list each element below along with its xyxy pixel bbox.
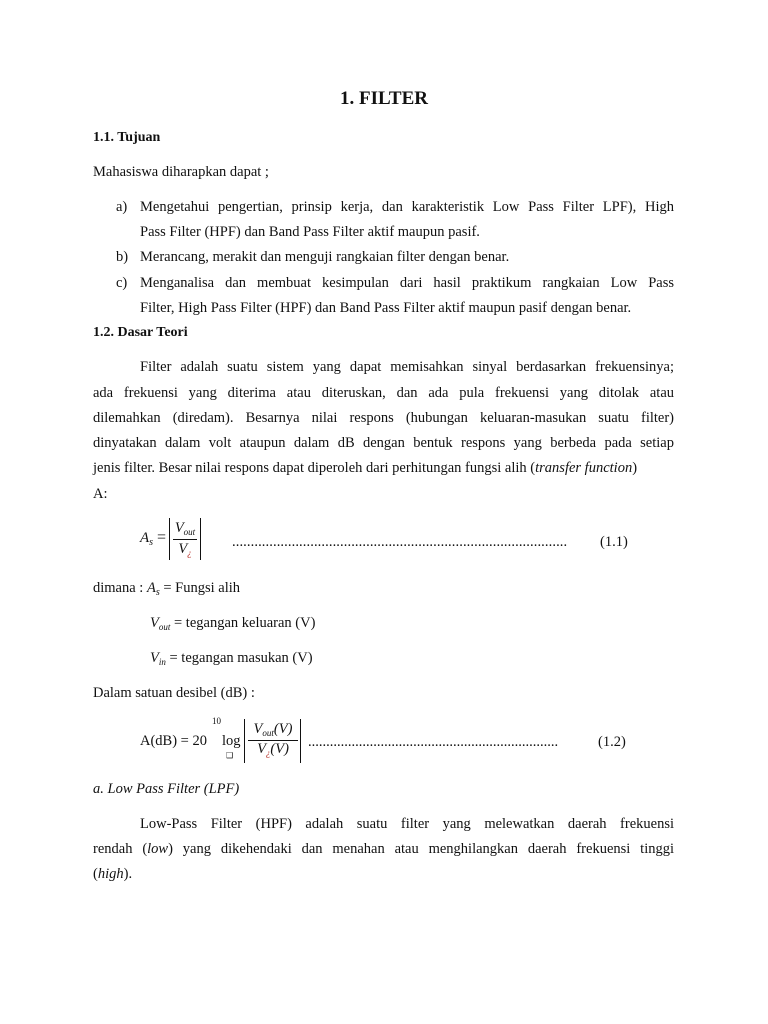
paragraph-line-1: Filter adalah suatu sistem yang dapat memisahkan sinyal berdasarkan frekuensinya;	[140, 359, 674, 375]
lpf-line-2: rendah (low) yang dikehendaki dan menahan atau menghilangkan daerah frekuensi tinggi	[93, 841, 675, 857]
lpf-line-3: (high).	[93, 866, 133, 882]
paragraph-line-6: A:	[93, 486, 108, 502]
where-line-as: dimana : $A_s$ = Fungsi alih	[93, 580, 241, 598]
section-heading-tujuan: 1.1. Tujuan	[93, 130, 161, 145]
eq1-denominator: $V_¿$	[178, 541, 192, 558]
eq2-log-base: 10	[212, 716, 221, 726]
list-item-c-line1: Menganalisa dan membuat kesimpulan dari hasil praktikum rangkaian Low Pass	[140, 275, 674, 291]
eq1-lhs: $A_s$	[140, 530, 154, 548]
where-line-vout: $V_{out}$ = tegangan keluaran (V)	[150, 615, 316, 632]
paragraph-line-5: jenis filter. Besar nilai respons dapat diperoleh dari perhitungan fungsi alih (transfer function)	[93, 460, 638, 476]
list-marker-b: b)	[116, 249, 129, 265]
lpf-line-1: Low-Pass Filter (HPF) adalah suatu filter yang melewatkan daerah frekuensi	[140, 816, 674, 832]
list-marker-c: c)	[116, 275, 128, 291]
section-heading-dasar-teori: 1.2. Dasar Teori	[93, 325, 188, 340]
eq2-lhs: A(dB) = 20	[140, 733, 207, 749]
db-intro: Dalam satuan desibel (dB) :	[93, 685, 255, 701]
eq2-log: log	[222, 733, 241, 749]
where-line-vin: $V_{in}$ = tegangan masukan (V)	[150, 650, 313, 667]
page-title: 1. FILTER	[340, 88, 428, 109]
eq1-number: (1.1)	[600, 534, 628, 550]
eq2-log-placeholder: ❑	[226, 751, 234, 760]
paragraph-line-4: dinyatakan dalam volt ataupun dalam dB dengan bentuk respons yang berbeda pada setiap	[93, 435, 674, 451]
tujuan-intro: Mahasiswa diharapkan dapat ;	[93, 164, 269, 180]
list-item-c-line2: Filter, High Pass Filter (HPF) dan Band Pass Filter aktif maupun pasif dengan benar.	[140, 300, 632, 316]
equation-1-2	[140, 716, 674, 766]
list-marker-a: a)	[116, 199, 128, 215]
paragraph-line-2: ada frekuensi yang diterima atau diteruskan, dan ada pula frekuensi yang ditolak atau	[93, 385, 674, 401]
eq1-numerator: $V_{out}$	[174, 520, 196, 537]
list-item-a-line1: Mengetahui pengertian, prinsip kerja, dan karakteristik Low Pass Filter LPF), High	[140, 199, 674, 215]
eq2-numerator: $V_{out}(V)$	[253, 721, 293, 738]
eq1-equals: =	[157, 529, 167, 546]
eq2-dots: .....................................................................	[308, 734, 559, 750]
list-item-a-line2: Pass Filter (HPF) dan Band Pass Filter aktif maupun pasif.	[140, 224, 480, 240]
subsection-heading-lpf: a. Low Pass Filter (LPF)	[93, 781, 240, 797]
paragraph-line-3: dilemahkan (diredam). Besarnya nilai respons (hubungan keluaran-masukan suatu filter)	[93, 410, 674, 426]
eq2-number: (1.2)	[598, 734, 626, 750]
eq1-dots: ..........................................................................................	[232, 534, 568, 550]
equation-1-1	[140, 518, 674, 564]
eq2-denominator: $V_¿(V)$	[257, 741, 289, 758]
list-item-b-line1: Merancang, merakit dan menguji rangkaian filter dengan benar.	[140, 249, 510, 265]
